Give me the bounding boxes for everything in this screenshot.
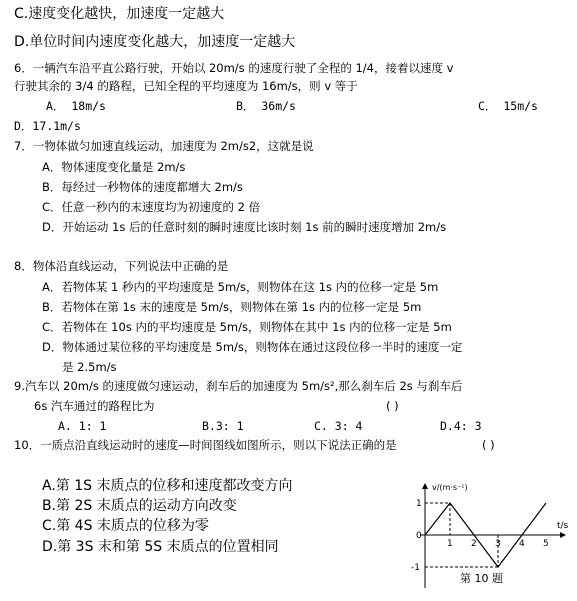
- q7-option-b: B．每经过一秒物体的速度都增大 2m/s: [42, 180, 243, 194]
- q8-option-c: C．若物体在 10s 内的平均速度是 5m/s，则物体在其中 1s 内的位移一定是 5m: [42, 320, 452, 334]
- q7-stem: 7．一物体做匀加速直线运动，加速度为 2m/s2，这就是说: [14, 139, 314, 153]
- x-tick-4: 4: [519, 539, 525, 549]
- x-tick-2: 2: [471, 539, 477, 549]
- q10-option-d: D.第 3S 末和第 5S 末质点的位置相同: [42, 539, 279, 555]
- graph-caption: 第 10 题: [460, 572, 503, 585]
- q10-option-c: C.第 4S 末质点的位移为零: [42, 518, 209, 534]
- q9-option-a: A. 1: 1: [58, 419, 107, 433]
- q10-option-a: A.第 1S 末质点的位移和速度都改变方向: [42, 478, 293, 494]
- x-axis-label: t/s: [557, 521, 569, 531]
- q8-stem: 8．物体沿直线运动，下列说法中正确的是: [14, 259, 229, 273]
- vt-graph: [400, 478, 570, 596]
- q7-option-a: A．物体速度变化量是 2m/s: [42, 160, 186, 174]
- q6-option-a: A． 18m/s: [46, 99, 106, 113]
- x-tick-5: 5: [543, 539, 549, 549]
- q6-stem-line1: 6．一辆汽车沿平直公路行驶，开始以 20m/s 的速度行驶了全程的 1/4，接着以速度 v: [14, 61, 454, 75]
- q10-option-b: B.第 2S 末质点的运动方向改变: [42, 498, 237, 514]
- q8-option-d-line2: 是 2.5m/s: [62, 360, 117, 374]
- option-c-previous: C.速度变化越快，加速度一定越大: [14, 6, 225, 22]
- x-tick-1: 1: [447, 539, 453, 549]
- y-tick-1: 1: [416, 499, 422, 509]
- y-axis-label: v/(m·s⁻¹): [432, 483, 468, 492]
- q8-option-d-line1: D．物体通过某位移的平均速度是 5m/s，则物体在通过这段位移一半时的速度一定: [42, 340, 463, 354]
- q6-option-b: B． 36m/s: [236, 99, 296, 113]
- q8-option-a: A．若物体某 1 秒内的平均速度是 5m/s，则物体在这 1s 内的位移一定是 5m: [42, 280, 439, 294]
- q7-option-c: C．任意一秒内的末速度均为初速度的 2 倍: [42, 200, 261, 214]
- q9-option-c: C. 3: 4: [314, 419, 363, 433]
- q8-option-b: B．若物体在第 1s 末的速度是 5m/s，则物体在第 1s 内的位移一定是 5m: [42, 300, 422, 314]
- y-tick-neg1: -1: [411, 563, 420, 573]
- origin-label: 0: [416, 531, 422, 541]
- q9-option-b: B.3: 1: [202, 419, 244, 433]
- q9-stem-line1: 9.汽车以 20m/s 的速度做匀速运动，刹车后的加速度为 5m/s²,那么刹车后 2s 与刹车后: [14, 379, 463, 393]
- q9-stem-line2: 6s 汽车通过的路程比为: [34, 399, 155, 413]
- q9-answer-blank: ( ): [386, 399, 399, 413]
- q6-stem-line2: 行驶其余的 3/4 的路程，已知全程的平均速度为 16m/s，则 v 等于: [14, 79, 358, 93]
- q10-answer-blank: ( ): [482, 438, 495, 452]
- q6-option-c: C． 15m/s: [478, 99, 538, 113]
- q9-option-d: D.4: 3: [440, 419, 482, 433]
- q10-stem: 10．一质点沿直线运动时的速度—时间图线如图所示，则以下说法正确的是: [14, 438, 397, 452]
- q7-option-d: D．开始运动 1s 后的任意时刻的瞬时速度比该时刻 1s 前的瞬时速度增加 2m/s: [42, 220, 447, 234]
- q6-option-d: D．17.1m/s: [14, 119, 81, 133]
- x-tick-3: 3: [495, 539, 501, 549]
- option-d-previous: D.单位时间内速度变化越大，加速度一定越大: [14, 34, 296, 50]
